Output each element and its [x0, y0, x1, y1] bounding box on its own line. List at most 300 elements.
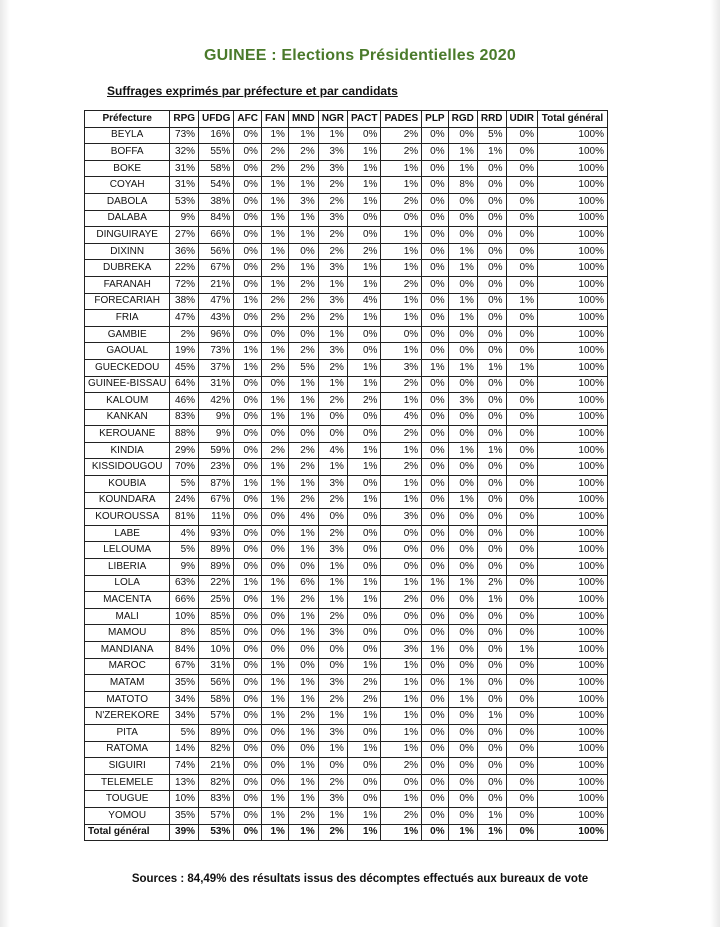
- percentage-cell: 0%: [477, 724, 506, 741]
- percentage-cell: 0%: [261, 741, 288, 758]
- percentage-cell: 1%: [448, 359, 477, 376]
- percentage-cell: 2%: [288, 310, 318, 327]
- percentage-cell: 100%: [537, 708, 607, 725]
- percentage-cell: 0%: [448, 509, 477, 526]
- column-header-prefecture: Préfecture: [85, 111, 170, 128]
- percentage-cell: 3%: [318, 675, 347, 692]
- percentage-cell: 0%: [318, 509, 347, 526]
- percentage-cell: 1%: [318, 276, 347, 293]
- percentage-cell: 0%: [506, 758, 537, 775]
- percentage-cell: 72%: [170, 276, 199, 293]
- table-row: [85, 276, 608, 293]
- percentage-cell: 0%: [448, 658, 477, 675]
- percentage-cell: 0%: [477, 608, 506, 625]
- percentage-cell: 0%: [506, 343, 537, 360]
- percentage-cell: 100%: [537, 144, 607, 161]
- percentage-cell: 0%: [506, 608, 537, 625]
- column-header-ufdg: UFDG: [199, 111, 234, 128]
- percentage-cell: 1%: [477, 592, 506, 609]
- percentage-cell: 0%: [261, 608, 288, 625]
- percentage-cell: 0%: [234, 758, 262, 775]
- percentage-cell: 0%: [381, 542, 422, 559]
- percentage-cell: 0%: [234, 658, 262, 675]
- percentage-cell: 100%: [537, 559, 607, 576]
- percentage-cell: 1%: [288, 476, 318, 493]
- percentage-cell: 93%: [199, 525, 234, 542]
- percentage-cell: 0%: [506, 575, 537, 592]
- percentage-cell: 100%: [537, 127, 607, 144]
- percentage-cell: 1%: [288, 525, 318, 542]
- percentage-cell: 1%: [261, 592, 288, 609]
- percentage-cell: 100%: [537, 177, 607, 194]
- percentage-cell: 5%: [170, 724, 199, 741]
- percentage-cell: 0%: [234, 807, 262, 824]
- prefecture-cell: MATAM: [85, 675, 170, 692]
- percentage-cell: 0%: [506, 774, 537, 791]
- percentage-cell: 1%: [506, 359, 537, 376]
- percentage-cell: 1%: [347, 442, 380, 459]
- total-percentage-cell: 53%: [199, 824, 234, 841]
- percentage-cell: 67%: [199, 492, 234, 509]
- percentage-cell: 84%: [170, 642, 199, 659]
- percentage-cell: 56%: [199, 675, 234, 692]
- table-row: [85, 758, 608, 775]
- percentage-cell: 0%: [477, 393, 506, 410]
- percentage-cell: 83%: [199, 791, 234, 808]
- percentage-cell: 1%: [288, 691, 318, 708]
- percentage-cell: 29%: [170, 442, 199, 459]
- table-row: [85, 691, 608, 708]
- percentage-cell: 1%: [288, 127, 318, 144]
- percentage-cell: 10%: [199, 642, 234, 659]
- column-header-udir: UDIR: [506, 111, 537, 128]
- percentage-cell: 0%: [347, 525, 380, 542]
- percentage-cell: 2%: [347, 691, 380, 708]
- percentage-cell: 0%: [422, 243, 448, 260]
- percentage-cell: 81%: [170, 509, 199, 526]
- prefecture-cell: TELEMELE: [85, 774, 170, 791]
- percentage-cell: 0%: [288, 658, 318, 675]
- percentage-cell: 0%: [234, 144, 262, 161]
- percentage-cell: 0%: [422, 426, 448, 443]
- percentage-cell: 1%: [448, 691, 477, 708]
- percentage-cell: 1%: [381, 492, 422, 509]
- percentage-cell: 0%: [422, 675, 448, 692]
- percentage-cell: 87%: [199, 476, 234, 493]
- percentage-cell: 2%: [381, 276, 422, 293]
- percentage-cell: 0%: [288, 243, 318, 260]
- percentage-cell: 2%: [288, 492, 318, 509]
- percentage-cell: 100%: [537, 658, 607, 675]
- percentage-cell: 0%: [422, 442, 448, 459]
- percentage-cell: 0%: [477, 326, 506, 343]
- percentage-cell: 0%: [506, 592, 537, 609]
- percentage-cell: 0%: [448, 525, 477, 542]
- percentage-cell: 0%: [347, 559, 380, 576]
- percentage-cell: 89%: [199, 559, 234, 576]
- percentage-cell: 0%: [506, 492, 537, 509]
- percentage-cell: 0%: [422, 326, 448, 343]
- percentage-cell: 0%: [448, 227, 477, 244]
- percentage-cell: 0%: [234, 724, 262, 741]
- table-row: [85, 724, 608, 741]
- table-row: [85, 492, 608, 509]
- percentage-cell: 0%: [477, 675, 506, 692]
- percentage-cell: 0%: [448, 592, 477, 609]
- percentage-cell: 0%: [261, 376, 288, 393]
- percentage-cell: 0%: [477, 310, 506, 327]
- column-header-pades: PADES: [381, 111, 422, 128]
- percentage-cell: 1%: [347, 459, 380, 476]
- prefecture-cell: FARANAH: [85, 276, 170, 293]
- percentage-cell: 0%: [347, 758, 380, 775]
- percentage-cell: 0%: [261, 642, 288, 659]
- percentage-cell: 0%: [288, 326, 318, 343]
- prefecture-cell: DIXINN: [85, 243, 170, 260]
- percentage-cell: 100%: [537, 243, 607, 260]
- percentage-cell: 1%: [506, 293, 537, 310]
- percentage-cell: 0%: [234, 459, 262, 476]
- percentage-cell: 0%: [506, 442, 537, 459]
- percentage-cell: 0%: [234, 127, 262, 144]
- percentage-cell: 57%: [199, 807, 234, 824]
- percentage-cell: 2%: [261, 359, 288, 376]
- prefecture-cell: KOUNDARA: [85, 492, 170, 509]
- table-row: [85, 442, 608, 459]
- percentage-cell: 0%: [381, 774, 422, 791]
- percentage-cell: 3%: [318, 160, 347, 177]
- table-row: [85, 210, 608, 227]
- prefecture-cell: LIBERIA: [85, 559, 170, 576]
- percentage-cell: 0%: [347, 774, 380, 791]
- table-body: [85, 127, 608, 841]
- percentage-cell: 74%: [170, 758, 199, 775]
- percentage-cell: 0%: [422, 724, 448, 741]
- page-edge-left: [0, 0, 10, 927]
- percentage-cell: 2%: [288, 276, 318, 293]
- percentage-cell: 63%: [170, 575, 199, 592]
- percentage-cell: 96%: [199, 326, 234, 343]
- percentage-cell: 1%: [234, 575, 262, 592]
- percentage-cell: 1%: [381, 293, 422, 310]
- percentage-cell: 0%: [234, 310, 262, 327]
- percentage-cell: 0%: [234, 741, 262, 758]
- percentage-cell: 0%: [422, 210, 448, 227]
- percentage-cell: 73%: [170, 127, 199, 144]
- percentage-cell: 0%: [347, 210, 380, 227]
- percentage-cell: 0%: [506, 691, 537, 708]
- prefecture-cell: N'ZEREKORE: [85, 708, 170, 725]
- percentage-cell: 1%: [347, 658, 380, 675]
- percentage-cell: 100%: [537, 525, 607, 542]
- percentage-cell: 0%: [448, 708, 477, 725]
- percentage-cell: 0%: [234, 326, 262, 343]
- percentage-cell: 0%: [477, 160, 506, 177]
- percentage-cell: 0%: [318, 426, 347, 443]
- percentage-cell: 1%: [261, 675, 288, 692]
- percentage-cell: 1%: [261, 691, 288, 708]
- percentage-cell: 0%: [261, 426, 288, 443]
- percentage-cell: 2%: [318, 177, 347, 194]
- percentage-cell: 46%: [170, 393, 199, 410]
- percentage-cell: 38%: [199, 193, 234, 210]
- percentage-cell: 100%: [537, 675, 607, 692]
- percentage-cell: 0%: [422, 542, 448, 559]
- percentage-cell: 0%: [506, 658, 537, 675]
- percentage-cell: 0%: [381, 525, 422, 542]
- percentage-cell: 0%: [477, 459, 506, 476]
- percentage-cell: 73%: [199, 343, 234, 360]
- percentage-cell: 3%: [318, 625, 347, 642]
- percentage-cell: 14%: [170, 741, 199, 758]
- percentage-cell: 0%: [477, 293, 506, 310]
- percentage-cell: 1%: [422, 359, 448, 376]
- page-edge-right: [710, 0, 720, 927]
- percentage-cell: 0%: [477, 177, 506, 194]
- percentage-cell: 6%: [288, 575, 318, 592]
- percentage-cell: 1%: [448, 293, 477, 310]
- percentage-cell: 100%: [537, 276, 607, 293]
- percentage-cell: 3%: [318, 542, 347, 559]
- percentage-cell: 0%: [506, 276, 537, 293]
- percentage-cell: 0%: [422, 409, 448, 426]
- percentage-cell: 0%: [448, 559, 477, 576]
- percentage-cell: 2%: [288, 592, 318, 609]
- percentage-cell: 9%: [199, 409, 234, 426]
- percentage-cell: 0%: [477, 741, 506, 758]
- percentage-cell: 100%: [537, 409, 607, 426]
- prefecture-cell: KEROUANE: [85, 426, 170, 443]
- percentage-cell: 16%: [199, 127, 234, 144]
- percentage-cell: 2%: [288, 442, 318, 459]
- percentage-cell: 64%: [170, 376, 199, 393]
- table-row: [85, 791, 608, 808]
- percentage-cell: 0%: [318, 658, 347, 675]
- percentage-cell: 0%: [506, 177, 537, 194]
- percentage-cell: 0%: [477, 193, 506, 210]
- percentage-cell: 0%: [347, 227, 380, 244]
- percentage-cell: 0%: [477, 525, 506, 542]
- percentage-cell: 1%: [347, 807, 380, 824]
- percentage-cell: 100%: [537, 509, 607, 526]
- percentage-cell: 100%: [537, 426, 607, 443]
- percentage-cell: 3%: [381, 359, 422, 376]
- table-row: [85, 509, 608, 526]
- percentage-cell: 0%: [234, 426, 262, 443]
- percentage-cell: 0%: [422, 525, 448, 542]
- percentage-cell: 2%: [318, 525, 347, 542]
- total-percentage-cell: 1%: [261, 824, 288, 841]
- percentage-cell: 0%: [448, 625, 477, 642]
- percentage-cell: 2%: [288, 807, 318, 824]
- percentage-cell: 0%: [506, 459, 537, 476]
- percentage-cell: 1%: [381, 724, 422, 741]
- percentage-cell: 1%: [381, 393, 422, 410]
- column-header-fan: FAN: [261, 111, 288, 128]
- table-row: [85, 642, 608, 659]
- percentage-cell: 0%: [448, 459, 477, 476]
- prefecture-cell: LELOUMA: [85, 542, 170, 559]
- percentage-cell: 4%: [288, 509, 318, 526]
- percentage-cell: 0%: [381, 559, 422, 576]
- total-percentage-cell: 1%: [448, 824, 477, 841]
- percentage-cell: 0%: [422, 393, 448, 410]
- prefecture-cell: KISSIDOUGOU: [85, 459, 170, 476]
- percentage-cell: 0%: [234, 559, 262, 576]
- percentage-cell: 0%: [234, 227, 262, 244]
- percentage-cell: 0%: [448, 741, 477, 758]
- percentage-cell: 9%: [170, 559, 199, 576]
- percentage-cell: 1%: [261, 492, 288, 509]
- percentage-cell: 1%: [381, 343, 422, 360]
- table-row: [85, 525, 608, 542]
- percentage-cell: 1%: [288, 758, 318, 775]
- percentage-cell: 0%: [422, 376, 448, 393]
- percentage-cell: 0%: [422, 625, 448, 642]
- percentage-cell: 0%: [261, 559, 288, 576]
- percentage-cell: 1%: [261, 575, 288, 592]
- percentage-cell: 0%: [506, 741, 537, 758]
- percentage-cell: 0%: [422, 127, 448, 144]
- prefecture-cell: MAMOU: [85, 625, 170, 642]
- percentage-cell: 1%: [347, 741, 380, 758]
- percentage-cell: 83%: [170, 409, 199, 426]
- percentage-cell: 0%: [448, 642, 477, 659]
- percentage-cell: 0%: [506, 675, 537, 692]
- prefecture-cell: FORECARIAH: [85, 293, 170, 310]
- prefecture-cell: MATOTO: [85, 691, 170, 708]
- percentage-cell: 0%: [506, 127, 537, 144]
- percentage-cell: 0%: [477, 227, 506, 244]
- percentage-cell: 3%: [318, 260, 347, 277]
- percentage-cell: 1%: [477, 442, 506, 459]
- column-header-mnd: MND: [288, 111, 318, 128]
- table-row: [85, 160, 608, 177]
- percentage-cell: 100%: [537, 227, 607, 244]
- percentage-cell: 2%: [288, 708, 318, 725]
- percentage-cell: 85%: [199, 625, 234, 642]
- percentage-cell: 0%: [234, 542, 262, 559]
- percentage-cell: 0%: [234, 376, 262, 393]
- table-row: [85, 326, 608, 343]
- column-header-rgd: RGD: [448, 111, 477, 128]
- percentage-cell: 55%: [199, 144, 234, 161]
- percentage-cell: 0%: [234, 276, 262, 293]
- percentage-cell: 100%: [537, 160, 607, 177]
- percentage-cell: 1%: [318, 459, 347, 476]
- percentage-cell: 1%: [347, 359, 380, 376]
- percentage-cell: 2%: [261, 260, 288, 277]
- percentage-cell: 1%: [261, 791, 288, 808]
- table-row: [85, 476, 608, 493]
- percentage-cell: 1%: [448, 144, 477, 161]
- percentage-cell: 2%: [381, 193, 422, 210]
- column-header-rrd: RRD: [477, 111, 506, 128]
- table-row: [85, 293, 608, 310]
- percentage-cell: 2%: [261, 144, 288, 161]
- percentage-cell: 0%: [506, 559, 537, 576]
- percentage-cell: 2%: [318, 774, 347, 791]
- percentage-cell: 2%: [381, 459, 422, 476]
- percentage-cell: 0%: [477, 542, 506, 559]
- percentage-cell: 2%: [261, 160, 288, 177]
- percentage-cell: 0%: [422, 492, 448, 509]
- percentage-cell: 0%: [422, 509, 448, 526]
- percentage-cell: 1%: [288, 409, 318, 426]
- percentage-cell: 1%: [506, 642, 537, 659]
- percentage-cell: 1%: [477, 144, 506, 161]
- percentage-cell: 1%: [261, 127, 288, 144]
- percentage-cell: 0%: [506, 260, 537, 277]
- percentage-cell: 100%: [537, 608, 607, 625]
- percentage-cell: 21%: [199, 758, 234, 775]
- percentage-cell: 1%: [234, 293, 262, 310]
- percentage-cell: 22%: [199, 575, 234, 592]
- percentage-cell: 0%: [422, 343, 448, 360]
- percentage-cell: 31%: [199, 658, 234, 675]
- percentage-cell: 1%: [448, 575, 477, 592]
- table-row: [85, 426, 608, 443]
- percentage-cell: 2%: [381, 807, 422, 824]
- percentage-cell: 1%: [381, 160, 422, 177]
- table-row: [85, 658, 608, 675]
- percentage-cell: 0%: [261, 774, 288, 791]
- percentage-cell: 2%: [318, 393, 347, 410]
- percentage-cell: 0%: [448, 791, 477, 808]
- percentage-cell: 1%: [448, 310, 477, 327]
- percentage-cell: 85%: [199, 608, 234, 625]
- table-row: [85, 127, 608, 144]
- percentage-cell: 1%: [381, 243, 422, 260]
- prefecture-cell: GUECKEDOU: [85, 359, 170, 376]
- percentage-cell: 100%: [537, 442, 607, 459]
- percentage-cell: 67%: [170, 658, 199, 675]
- percentage-cell: 100%: [537, 326, 607, 343]
- percentage-cell: 1%: [261, 476, 288, 493]
- percentage-cell: 1%: [347, 144, 380, 161]
- percentage-cell: 1%: [381, 476, 422, 493]
- percentage-cell: 2%: [381, 376, 422, 393]
- percentage-cell: 0%: [234, 642, 262, 659]
- percentage-cell: 5%: [170, 542, 199, 559]
- percentage-cell: 2%: [318, 492, 347, 509]
- prefecture-cell: DINGUIRAYE: [85, 227, 170, 244]
- percentage-cell: 1%: [318, 575, 347, 592]
- percentage-cell: 31%: [199, 376, 234, 393]
- percentage-cell: 3%: [288, 193, 318, 210]
- percentage-cell: 1%: [448, 492, 477, 509]
- percentage-cell: 1%: [448, 442, 477, 459]
- percentage-cell: 0%: [422, 658, 448, 675]
- percentage-cell: 0%: [448, 608, 477, 625]
- percentage-cell: 0%: [506, 525, 537, 542]
- percentage-cell: 1%: [288, 260, 318, 277]
- percentage-cell: 2%: [381, 144, 422, 161]
- percentage-cell: 1%: [347, 592, 380, 609]
- percentage-cell: 0%: [261, 724, 288, 741]
- prefecture-cell: KALOUM: [85, 393, 170, 410]
- percentage-cell: 0%: [477, 642, 506, 659]
- table-row: [85, 260, 608, 277]
- percentage-cell: 0%: [477, 559, 506, 576]
- percentage-cell: 2%: [347, 675, 380, 692]
- percentage-cell: 1%: [261, 708, 288, 725]
- percentage-cell: 1%: [347, 260, 380, 277]
- table-row: [85, 193, 608, 210]
- table-row: [85, 675, 608, 692]
- percentage-cell: 1%: [261, 227, 288, 244]
- percentage-cell: 100%: [537, 774, 607, 791]
